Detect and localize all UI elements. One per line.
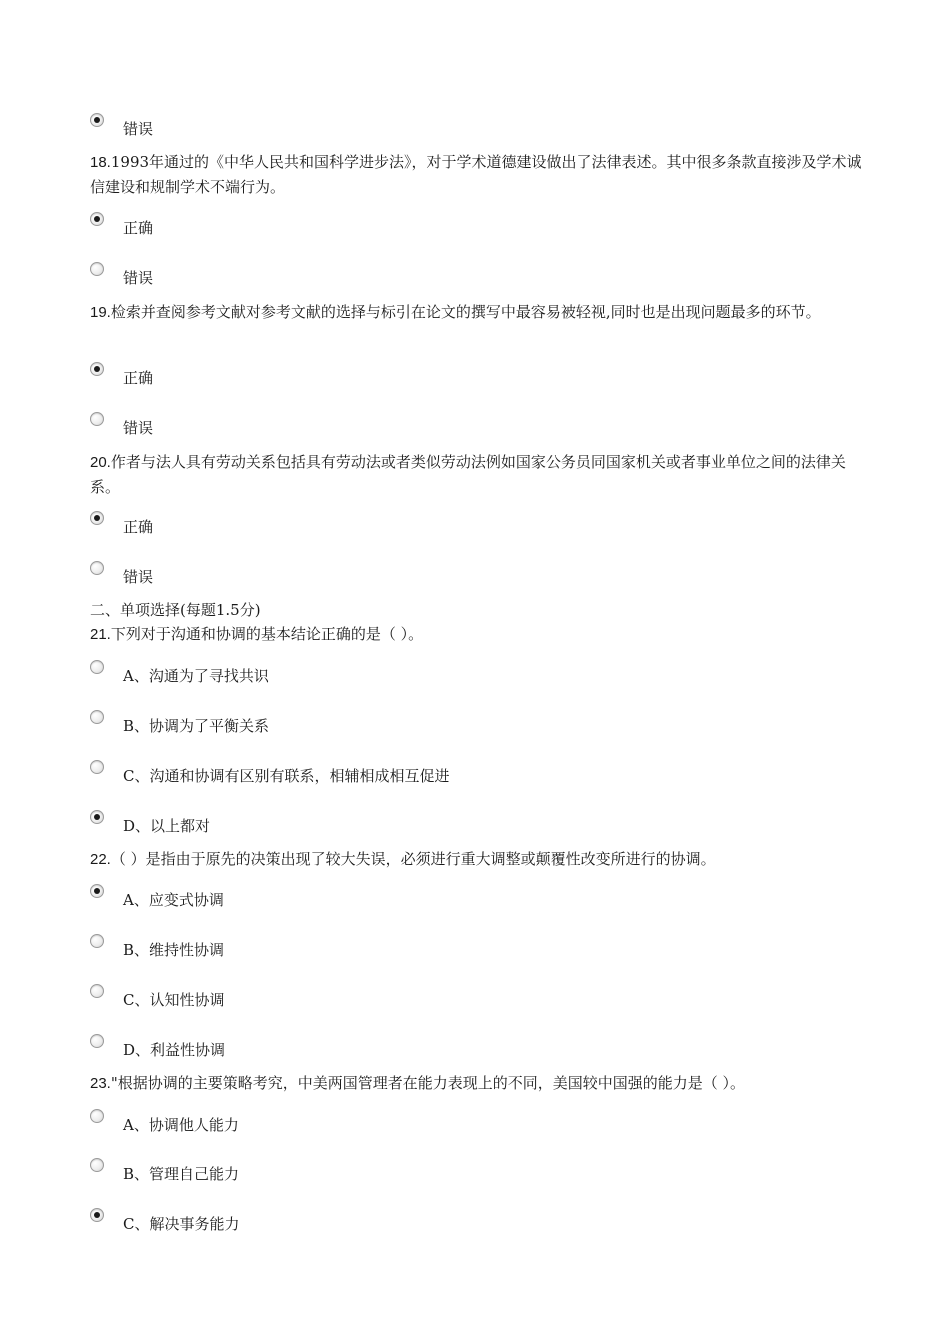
question-text bbox=[90, 450, 865, 500]
question-body: （ ）是指由于原先的决策出现了较大失误，必须进行重大调整或颠覆性改变所进行的协调。 bbox=[110, 850, 716, 868]
radio-button[interactable] bbox=[90, 884, 104, 898]
radio-button[interactable] bbox=[90, 1208, 104, 1222]
question-number: 21. bbox=[90, 626, 111, 643]
question-number: 20. bbox=[90, 454, 111, 471]
section-title: 二、单项选择(每题1.5分) bbox=[90, 601, 261, 619]
radio-button[interactable] bbox=[90, 760, 104, 774]
q22-option-c[interactable] bbox=[90, 984, 850, 1014]
option-label: D、利益性协调 bbox=[123, 1041, 226, 1059]
q20-option-correct[interactable] bbox=[90, 511, 850, 541]
q18-option-wrong[interactable] bbox=[90, 262, 850, 292]
q21-option-a[interactable] bbox=[90, 660, 850, 690]
q23-option-b[interactable] bbox=[90, 1158, 850, 1188]
question-18 bbox=[90, 150, 865, 200]
option-label: C、解决事务能力 bbox=[123, 1215, 240, 1233]
question-number: 23. bbox=[90, 1075, 111, 1092]
radio-button[interactable] bbox=[90, 934, 104, 948]
option-label: B、管理自己能力 bbox=[123, 1165, 240, 1183]
radio-button[interactable] bbox=[90, 362, 104, 376]
radio-button[interactable] bbox=[90, 1109, 104, 1123]
radio-button[interactable] bbox=[90, 412, 104, 426]
option-label: 错误 bbox=[123, 419, 154, 437]
q18-option-correct[interactable] bbox=[90, 212, 850, 242]
radio-button[interactable] bbox=[90, 1034, 104, 1048]
option-label: B、协调为了平衡关系 bbox=[123, 717, 270, 735]
option-label: 错误 bbox=[123, 269, 154, 287]
question-body: 下列对于沟通和协调的基本结论正确的是（ ）。 bbox=[110, 625, 424, 643]
q22-option-b[interactable] bbox=[90, 934, 850, 964]
q23-option-c[interactable] bbox=[90, 1208, 850, 1238]
question-22 bbox=[90, 847, 865, 872]
question-20 bbox=[90, 450, 865, 500]
question-body: "根据协调的主要策略考究，中美两国管理者在能力表现上的不同，美国较中国强的能力是（ ）。 bbox=[110, 1074, 746, 1092]
radio-button[interactable] bbox=[90, 262, 104, 276]
q19-option-wrong[interactable] bbox=[90, 412, 850, 442]
question-body: 1993年通过的《中华人民共和国科学进步法》，对于学术道德建设做出了法律表述。其中很多条款直接涉及学术诚信建设和规制学术不端行为。 bbox=[90, 153, 862, 196]
q23-option-a[interactable] bbox=[90, 1109, 850, 1139]
question-text bbox=[90, 847, 865, 872]
question-text bbox=[90, 300, 865, 325]
radio-button[interactable] bbox=[90, 113, 104, 127]
section-heading bbox=[90, 599, 865, 621]
radio-button[interactable] bbox=[90, 710, 104, 724]
q22-option-d[interactable] bbox=[90, 1034, 850, 1064]
radio-button[interactable] bbox=[90, 810, 104, 824]
question-number: 22. bbox=[90, 851, 111, 868]
option-label: A、应变式协调 bbox=[123, 891, 224, 909]
q21-option-d[interactable] bbox=[90, 810, 850, 840]
option-label: C、沟通和协调有区别有联系，相辅相成相互促进 bbox=[123, 767, 450, 785]
option-label: 正确 bbox=[123, 219, 154, 237]
question-text bbox=[90, 1071, 865, 1096]
question-body: 作者与法人具有劳动关系包括具有劳动法或者类似劳动法例如国家公务员同国家机关或者事业单位之间的法律关系。 bbox=[90, 453, 846, 496]
question-body: 检索并查阅参考文献对参考文献的选择与标引在论文的撰写中最容易被轻视,同时也是出现问题最多的环节。 bbox=[110, 303, 821, 321]
question-number: 19. bbox=[90, 304, 111, 321]
radio-button[interactable] bbox=[90, 984, 104, 998]
option-label: A、沟通为了寻找共识 bbox=[123, 667, 269, 685]
option-label: C、认知性协调 bbox=[123, 991, 225, 1009]
radio-button[interactable] bbox=[90, 660, 104, 674]
q20-option-wrong[interactable] bbox=[90, 561, 850, 591]
q21-option-c[interactable] bbox=[90, 760, 850, 790]
option-label: A、协调他人能力 bbox=[123, 1116, 239, 1134]
question-number: 18. bbox=[90, 154, 111, 171]
question-text bbox=[90, 622, 865, 647]
option-label: 错误 bbox=[123, 120, 154, 138]
q19-option-correct[interactable] bbox=[90, 362, 850, 392]
radio-button[interactable] bbox=[90, 561, 104, 575]
option-label: B、维持性协调 bbox=[123, 941, 225, 959]
radio-button[interactable] bbox=[90, 511, 104, 525]
question-19 bbox=[90, 300, 865, 325]
option-label: D、以上都对 bbox=[123, 817, 211, 835]
radio-button[interactable] bbox=[90, 1158, 104, 1172]
radio-button[interactable] bbox=[90, 212, 104, 226]
option-label: 错误 bbox=[123, 568, 154, 586]
q21-option-b[interactable] bbox=[90, 710, 850, 740]
q17-option-wrong[interactable] bbox=[90, 113, 850, 143]
question-21 bbox=[90, 622, 865, 647]
option-label: 正确 bbox=[123, 369, 154, 387]
option-label: 正确 bbox=[123, 518, 154, 536]
q22-option-a[interactable] bbox=[90, 884, 850, 914]
question-text bbox=[90, 150, 865, 200]
question-23 bbox=[90, 1071, 865, 1096]
